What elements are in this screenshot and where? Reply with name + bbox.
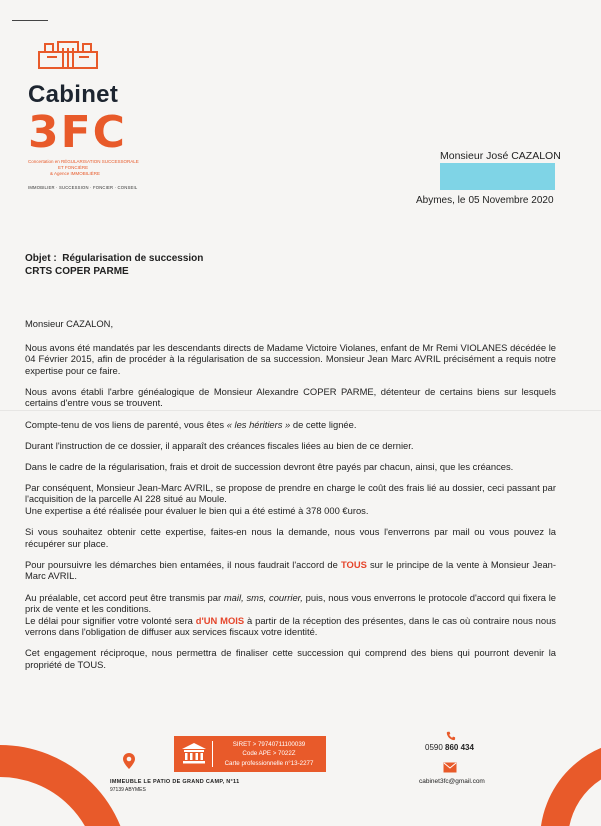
phone-icon <box>446 731 456 741</box>
paragraph-text: de cette lignée. <box>290 418 357 430</box>
email-address: cabinet3fc@gmail.com <box>419 778 485 785</box>
paragraph: Nous avons été mandatés par les descendants directs de Madame Victoire Violanes, enfant de Mr Remi VIOLANES décédée le 04 Février 2015, afin de procéder à la régularisation de sa succession. Monsieur Jean Marc AVRIL précisément a requis notre expertise pour ce faire. <box>25 341 556 376</box>
channels-emphasis: mail, sms, courrier, <box>223 591 303 603</box>
mail-icon <box>443 762 457 773</box>
redacted-address <box>440 163 555 190</box>
phone-prefix: 0590 <box>425 743 443 752</box>
paragraph: Dans le cadre de la régularisation, frais et droit de succession devront être payés par chacun, ainsi, que les créances. <box>25 460 514 472</box>
paragraph <box>25 615 556 638</box>
ape-code: Code APE > 7022Z <box>242 750 296 758</box>
scan-mark <box>12 20 48 21</box>
subject-reference: CRTS COPER PARME <box>25 266 129 277</box>
footer-address-line1: IMMEUBLE LE PATIO DE GRAND CAMP, N°11 <box>110 779 240 785</box>
date-line <box>416 195 557 206</box>
logo-subtitle <box>28 159 168 177</box>
building-logo-icon <box>33 40 103 70</box>
paragraph <box>25 559 556 582</box>
logo-cabinet-text: Cabinet <box>28 81 119 108</box>
footer-decoration-left <box>0 745 130 826</box>
paragraph: Cet engagement réciproque, nous permettra de finaliser cette succession qui comprend des biens qui pourront devenir la propriété de TOUS. <box>25 647 556 670</box>
subject-title: Régularisation de succession <box>62 253 204 264</box>
paragraph-text: à partir de la réception des présentes, dans le cas où contraire nous nous verrons dans l'obligation de diffuser aux services fiscaux votre identité. <box>25 614 556 638</box>
logo-activities: IMMOBILIER · SUCCESSION · FONCIER · CONSEIL <box>28 185 138 190</box>
building-icon <box>181 742 207 764</box>
siret-number: SIRET > 79740711100039 <box>232 741 306 748</box>
paragraph: Une expertise a été réalisée pour évaluer le bien qui a été estimé à 378 000 €uros. <box>25 505 369 517</box>
logo-brand-text: 3FC <box>28 107 127 158</box>
paragraph <box>25 592 556 615</box>
logo-subtitle-line: ET FONCIÈRE <box>58 165 89 170</box>
location-pin-icon <box>122 752 136 770</box>
paragraph-text: Par conséquent, Monsieur Jean-Marc AVRIL, se propose de prendre en charge le coût des frais lié au dossier, ceci passant par l'acquisition de la parcelle AI 228 situé au Moule. <box>25 481 556 505</box>
logo-subtitle-line: Concertation en RÉGULARISATION SUCCESSORALE <box>28 159 139 164</box>
salutation: Monsieur CAZALON, <box>25 318 114 329</box>
phone-number <box>425 743 474 752</box>
paragraph <box>25 482 556 505</box>
phone-main: 860 434 <box>445 743 474 752</box>
letter-subject <box>25 252 203 278</box>
emphasis-delay: d'UN MOIS <box>195 614 245 626</box>
logo-subtitle-line: & Agence IMMOBILIÈRE <box>50 171 101 176</box>
paragraph-text: puis, nous vous enverrons le protocole d'accord qui fixera le prix de vente et les conditions. <box>25 591 556 615</box>
paragraph-text: sur le principe de la vente à Monsieur Jean-Marc AVRIL. <box>25 558 556 582</box>
paragraph-text: Le délai pour signifier votre volonté sera <box>25 614 196 626</box>
paragraph-text: Au préalable, cet accord peut être transmis par <box>25 591 224 603</box>
paragraph: Nous avons établi l'arbre généalogique de Monsieur Alexandre COPER PARME, détenteur de certains biens sur lesquels certains d'entre vous se trouvent. <box>25 385 556 409</box>
recipient-name: Monsieur José CAZALON <box>440 150 561 162</box>
paragraph-text: Pour poursuivre les démarches bien entamées, il nous faudrait l'accord de <box>25 558 341 570</box>
siret-divider <box>212 741 213 767</box>
date-value: 05 Novembre 2020 <box>468 195 554 206</box>
paragraph: Durant l'instruction de ce dossier, il apparaît des créances fiscales liées au bien de ce dernier. <box>25 439 414 451</box>
paragraph-text: Compte-tenu de vos liens de parenté, vous êtes <box>25 418 227 430</box>
subject-label: Objet : <box>25 253 57 264</box>
letter-body <box>25 318 556 680</box>
company-logo <box>28 40 168 190</box>
footer-decoration-right <box>540 740 601 826</box>
siret-info <box>214 740 324 768</box>
emphasis-tous: TOUS <box>340 558 367 570</box>
footer-address-line2: 97139 ABYMES <box>110 787 146 793</box>
paragraph: Si vous souhaitez obtenir cette expertise, faites-en nous la demande, nous vous l'enverrons par mail ou vous pouvez la récupérer sur place. <box>25 526 556 549</box>
paragraph <box>25 419 556 431</box>
heirs-emphasis: « les héritiers » <box>226 418 291 430</box>
date-place: Abymes, le <box>416 195 466 206</box>
professional-card: Carte professionnelle n°13-2277 <box>224 759 314 767</box>
